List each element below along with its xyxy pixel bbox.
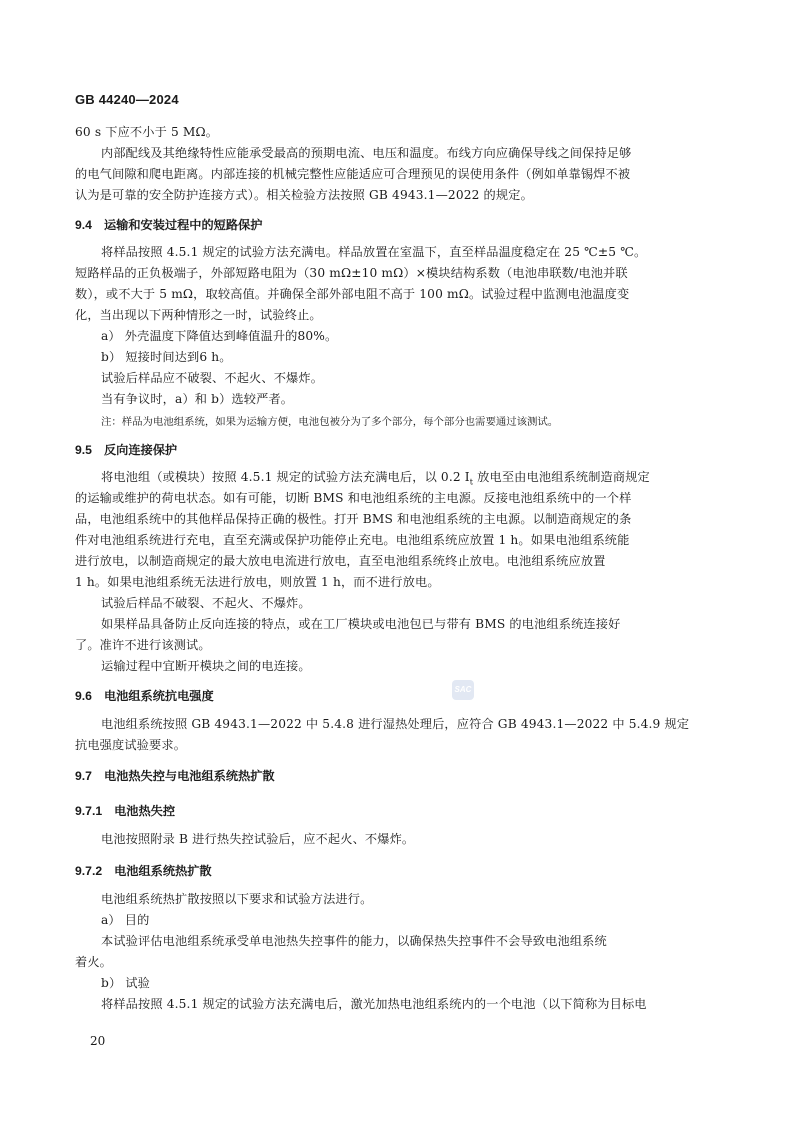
paragraph-line: 的运输或维护的荷电状态。如有可能，切断 BMS 和电池组系统的主电源。反接电池组系统中的一个样 (75, 491, 632, 505)
section-heading-9-4 (75, 216, 262, 233)
section-number: 9.4 (75, 218, 92, 232)
list-item-b: b） 短接时间达到6 h。 (101, 350, 232, 364)
paragraph-line (101, 470, 650, 489)
paragraph-line: 了。准许不进行该测试。 (75, 638, 211, 652)
paragraph-line: 件对电池组系统进行充电，直至充满或保护功能停止充电。电池组系统应放置 1 h。如果电池组系统能 (75, 533, 630, 547)
paragraph-line: 试验后样品不破裂、不起火、不爆炸。 (101, 596, 311, 610)
section-heading-9-7 (75, 767, 275, 784)
list-item-a: a） 目的 (101, 913, 150, 927)
paragraph-line: 运输过程中宜断开模块之间的电连接。 (101, 659, 311, 673)
section-title: 电池组系统热扩散 (114, 864, 212, 878)
paragraph-line: 电池按照附录 B 进行热失控试验后，应不起火、不爆炸。 (101, 832, 415, 846)
paragraph-line: 数），或不大于 5 mΩ，取较高值。并确保全部外部电阻不高于 100 mΩ。试验过程中监测电池温度变 (75, 287, 630, 301)
paragraph-line: 本试验评估电池组系统承受单电池热失控事件的能力，以确保热失控事件不会导致电池组系统 (101, 934, 607, 948)
text-span: 将电池组（或模块）按照 4.5.1 规定的试验方法充满电后，以 0.2 I (101, 470, 470, 484)
sac-watermark-logo: SAC (452, 680, 474, 700)
paragraph-line: 的电气间隙和爬电距离。内部连接的机械完整性应能适应可合理预见的误使用条件（例如单靠锡焊不被 (75, 167, 631, 181)
section-heading-9-7-1 (75, 802, 175, 819)
list-item-b: b） 试验 (101, 976, 150, 990)
section-number: 9.7.2 (75, 864, 103, 878)
section-number: 9.6 (75, 689, 92, 703)
section-number: 9.5 (75, 443, 92, 457)
paragraph-line: 品，电池组系统中的其他样品保持正确的极性。打开 BMS 和电池组系统的主电源。以制造商规定的条 (75, 512, 632, 526)
paragraph-line: 内部配线及其绝缘特性应能承受最高的预期电流、电压和温度。布线方向应确保导线之间保持足够 (101, 146, 632, 160)
paragraph-line: 电池组系统按照 GB 4943.1—2022 中 5.4.8 进行湿热处理后，应符合 GB 4943.1—2022 中 5.4.9 规定 (101, 717, 690, 731)
section-title: 运输和安装过程中的短路保护 (103, 218, 263, 232)
paragraph-line: 试验后样品应不破裂、不起火、不爆炸。 (101, 371, 324, 385)
standard-code-header: GB 44240—2024 (75, 92, 179, 107)
section-title: 电池组系统抗电强度 (103, 689, 214, 703)
paragraph-line: 化，当出现以下两种情形之一时，试验终止。 (75, 308, 322, 322)
section-number: 9.7 (75, 769, 92, 783)
paragraph-line: 将样品按照 4.5.1 规定的试验方法充满电后，激光加热电池组系统内的一个电池（以下简称为目标电 (101, 997, 647, 1011)
paragraph-line: 电池组系统热扩散按照以下要求和试验方法进行。 (101, 892, 373, 906)
paragraph-line: 认为是可靠的安全防护连接方式）。相关检验方法按照 GB 4943.1—2022 的规定。 (75, 188, 533, 202)
section-heading-9-7-2 (75, 862, 212, 879)
paragraph-line: 如果样品具备防止反向连接的特点，或在工厂模块或电池包已与带有 BMS 的电池组系统连接好 (101, 617, 621, 631)
page-number: 20 (90, 1034, 106, 1048)
section-number: 9.7.1 (75, 804, 103, 818)
subscript: t (469, 477, 474, 487)
paragraph-line: 当有争议时，a）和 b）选较严者。 (101, 392, 294, 406)
section-title: 反向连接保护 (103, 443, 178, 457)
paragraph-line: 抗电强度试验要求。 (75, 738, 187, 752)
paragraph-line: 着火。 (75, 955, 113, 969)
list-item-a: a） 外壳温度下降值达到峰值温升的80%。 (101, 329, 338, 343)
section-title: 电池热失控与电池组系统热扩散 (103, 769, 275, 783)
paragraph-line: 短路样品的正负极端子，外部短路电阻为（30 mΩ±10 mΩ）×模块结构系数（电池串联数/电池并联 (75, 266, 628, 280)
paragraph-line: 将样品按照 4.5.1 规定的试验方法充满电。样品放置在室温下，直至样品温度稳定在 25 ℃±5 ℃。 (101, 245, 647, 259)
paragraph-line: 1 h。如果电池组系统无法进行放电，则放置 1 h，而不进行放电。 (75, 575, 440, 589)
note: 注：样品为电池组系统，如果为运输方便，电池包被分为了多个部分，每个部分也需要通过该测试。 (101, 416, 559, 428)
text-span: 放电至由电池组系统制造商规定 (473, 470, 650, 484)
section-heading-9-5 (75, 441, 177, 458)
paragraph-line: 进行放电，以制造商规定的最大放电电流进行放电，直至电池组系统终止放电。电池组系统应放置 (75, 554, 606, 568)
section-heading-9-6 (75, 687, 214, 704)
section-title: 电池热失控 (114, 804, 176, 818)
paragraph-line: 60 s 下应不小于 5 MΩ。 (75, 125, 219, 139)
